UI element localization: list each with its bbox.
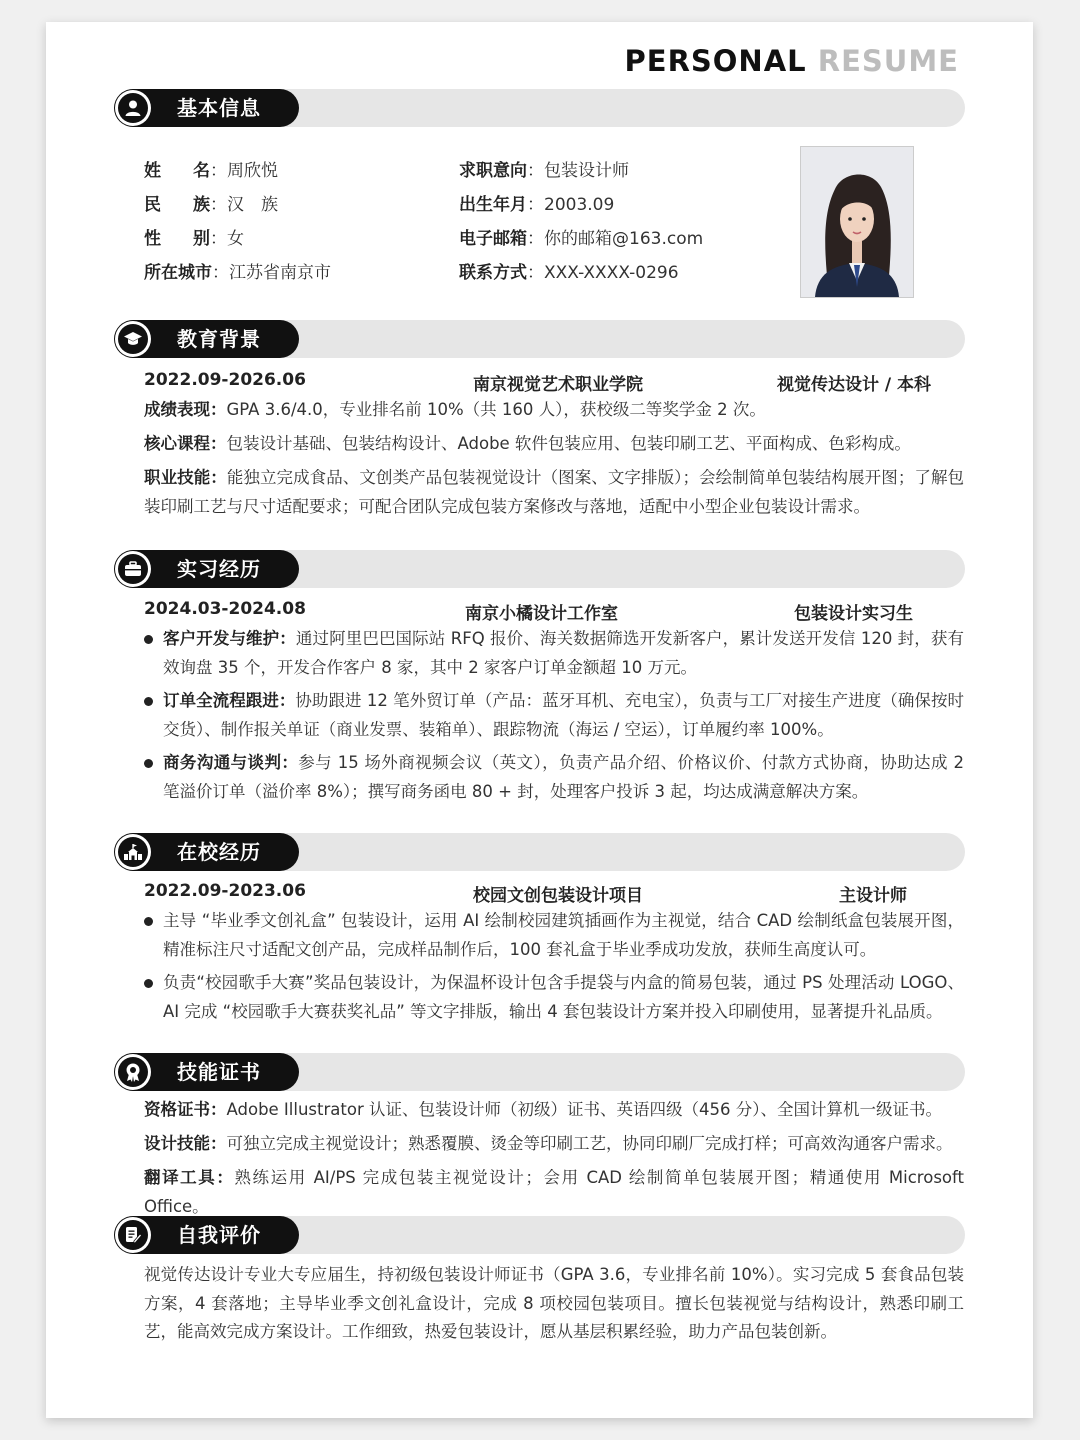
- field-phone: 联系方式：XXX-XXXX-0296: [459, 263, 679, 283]
- field-city: 所在城市：江苏省南京市: [144, 263, 331, 283]
- graduation-cap-icon: [123, 330, 143, 348]
- internship-row: [144, 599, 944, 625]
- internship-item: 商务沟通与谈判：参与 15 场外商视频会议（英文），负责产品介绍、价格议价、付款方式协商，协助达成 2 笔溢价订单（溢价率 8%）；撰写商务函电 80 + 封，处理客户投诉 3 起，均达成满意解决方案。: [144, 749, 964, 806]
- award-medal-icon: [124, 1062, 142, 1082]
- education-row: [144, 370, 944, 396]
- skills-design: 设计技能：可独立完成主视觉设计；熟悉覆膜、烫金等印刷工艺，协同印刷厂完成打样；可高效沟通客户需求。: [144, 1134, 953, 1153]
- section-title: 技能证书: [177, 1060, 261, 1084]
- section-header-education: [114, 320, 965, 358]
- skills-tool: 翻译工具：熟练运用 AI/PS 完成包装主视觉设计；会用 CAD 绘制简单包装展开图；精通使用 Microsoft Office。: [144, 1168, 965, 1216]
- internship-period: 2024.03-2024.08: [144, 599, 306, 619]
- edit-document-icon: [124, 1226, 142, 1244]
- school-building-icon: [123, 843, 143, 861]
- section-title: 基本信息: [177, 96, 261, 120]
- campus-period: 2022.09-2023.06: [144, 881, 306, 901]
- education-course: 核心课程：包装设计基础、包装结构设计、Adobe 软件包装应用、包装印刷工艺、平面构成、色彩构成。: [144, 434, 911, 453]
- section-header-self: [114, 1216, 965, 1254]
- section-header-skills: [114, 1053, 965, 1091]
- field-job: 求职意向：包装设计师: [459, 161, 629, 181]
- section-title: 自我评价: [177, 1223, 261, 1247]
- section-title: 教育背景: [177, 327, 261, 351]
- section-title: 在校经历: [177, 840, 261, 864]
- skills-cert: 资格证书：Adobe Illustrator 认证、包装设计师（初级）证书、英语四级（456 分）、全国计算机一级证书。: [144, 1100, 942, 1119]
- section-header-internship: [114, 550, 965, 588]
- education-major: 视觉传达设计 / 本科: [777, 375, 932, 395]
- field-name: 姓 名：周欣悦: [144, 161, 278, 181]
- campus-project: 校园文创包装设计项目: [473, 886, 643, 906]
- field-email: 电子邮箱：你的邮箱@163.com: [459, 229, 704, 249]
- campus-item: 主导 “毕业季文创礼盒” 包装设计，运用 AI 绘制校园建筑插画作为主视觉，结合 CAD 绘制纸盒包装展开图，精准标注尺寸适配文创产品，完成样品制作后，100 套礼盒于毕业季成功发放，获师生高度认可。: [144, 907, 964, 964]
- education-period: 2022.09-2026.06: [144, 370, 306, 390]
- internship-item: 客户开发与维护：通过阿里巴巴国际站 RFQ 报价、海关数据筛选开发新客户，累计发送开发信 120 封，获有效询盘 35 个，开发合作客户 8 家，其中 2 家客户订单金额超 10 万元。: [144, 625, 964, 682]
- education-grade: 成绩表现：GPA 3.6/4.0，专业排名前 10%（共 160 人），获校级二等奖学金 2 次。: [144, 400, 766, 419]
- field-ethnic: 民 族：汉 族: [144, 195, 278, 215]
- briefcase-icon: [124, 561, 142, 577]
- field-birth: 出生年月：2003.09: [459, 195, 615, 215]
- education-skill: 职业技能：能独立完成食品、文创类产品包装视觉设计（图案、文字排版）；会绘制简单包装结构展开图；了解包装印刷工艺与尺寸适配要求；可配合团队完成包装方案修改与落地，适配中小型企业包装设计需求。: [144, 468, 965, 516]
- section-header-campus: [114, 833, 965, 871]
- person-icon: [124, 99, 142, 117]
- resume-title: PERSONAL RESUME: [624, 44, 959, 78]
- internship-company: 南京小橘设计工作室: [465, 604, 618, 624]
- campus-role: 主设计师: [839, 886, 907, 906]
- section-title: 实习经历: [177, 557, 261, 581]
- profile-photo: [800, 146, 914, 298]
- resume-page: [46, 22, 1033, 1418]
- campus-item: 负责“校园歌手大赛”奖品包装设计，为保温杯设计包含手提袋与内盒的简易包装，通过 PS 处理活动 LOGO、AI 完成 “校园歌手大赛获奖礼品” 等文字排版，输出 4 套包装设计方案并投入印刷使用，显著提升礼品质。: [144, 969, 964, 1026]
- campus-row: [144, 881, 944, 907]
- internship-item: 订单全流程跟进：协助跟进 12 笔外贸订单（产品：蓝牙耳机、充电宝），负责与工厂对接生产进度（确保按时交货）、制作报关单证（商业发票、装箱单）、跟踪物流（海运 / 空运），订单履约率 100%。: [144, 687, 964, 744]
- education-school: 南京视觉艺术职业学院: [473, 375, 643, 395]
- internship-role: 包装设计实习生: [794, 604, 913, 624]
- field-gender: 性 别：女: [144, 229, 244, 249]
- section-header-basic: [114, 89, 965, 127]
- self-evaluation-text: 视觉传达设计专业大专应届生，持初级包装设计师证书（GPA 3.6，专业排名前 10%）。实习完成 5 套食品包装方案，4 套落地；主导毕业季文创礼盒设计，完成 8 项校园包装项目。擅长包装视觉与结构设计，熟悉印刷工艺，能高效完成方案设计。工作细致，热爱包装设计，愿从基层积累经验，助力产品包装创新。: [144, 1265, 964, 1341]
